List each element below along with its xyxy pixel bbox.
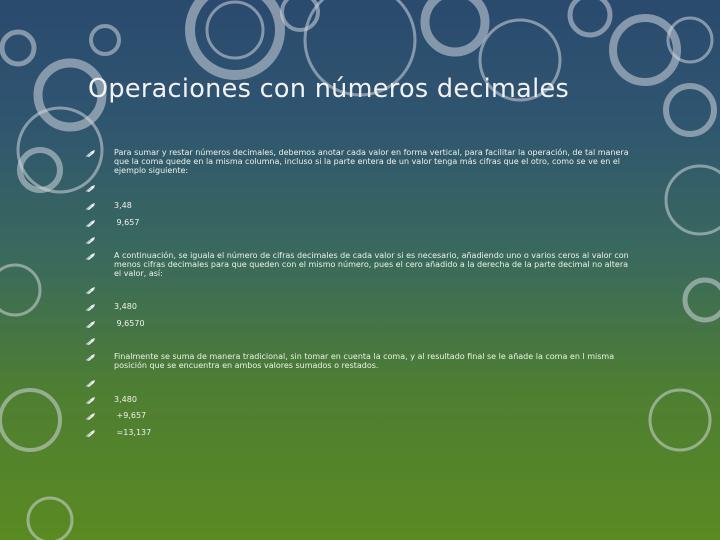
feather-bullet-icon [86,185,96,193]
feather-bullet-icon [86,287,96,295]
feather-bullet-icon [86,413,96,421]
bullet-text: +9,657 [114,411,147,420]
feather-bullet-icon [86,321,96,329]
bullet-text: 3,48 [114,201,132,210]
bullet-text: Para sumar y restar números decimales, debemos anotar cada valor en forma vertical, para facilitar la operación, de tal manera que la coma quede en la misma columna, incluso si la parte entera de un valor tenga más cifras que el otro, como se ve en el ejemplo siguiente: [114,148,629,175]
feather-bullet-icon [86,150,96,158]
feather-bullet-icon [86,338,96,346]
feather-bullet-icon [86,380,96,388]
bullet-text: A continuación, se iguala el número de cifras decimales de cada valor si es necesario, añadiendo uno o varios ceros al valor con menos cifras decimales para que queden con el mismo número, pues el cero añadido a la derecha de la parte decimal no altera el valor, así: [114,251,629,278]
bullet-text: 3,480 [114,302,137,311]
slide-title: Operaciones con números decimales [88,74,570,104]
feather-bullet-icon [86,203,96,211]
feather-bullet-icon [86,397,96,405]
bullet-text: 3,480 [114,395,137,404]
bullet-text: 9,6570 [114,319,145,328]
feather-bullet-icon [86,220,96,228]
feather-bullet-icon [86,237,96,245]
feather-bullet-icon [86,354,96,362]
bullet-text: Finalmente se suma de manera tradicional, sin tomar en cuenta la coma, y al resultado final se le añade la coma en l misma posición que se encuentra en ambos valores sumados o restados. [114,352,615,370]
feather-bullet-icon [86,304,96,312]
feather-bullet-icon [86,253,96,261]
feather-bullet-icon [86,430,96,438]
bullet-text: 9,657 [114,218,140,227]
bullet-text: =13,137 [114,428,152,437]
